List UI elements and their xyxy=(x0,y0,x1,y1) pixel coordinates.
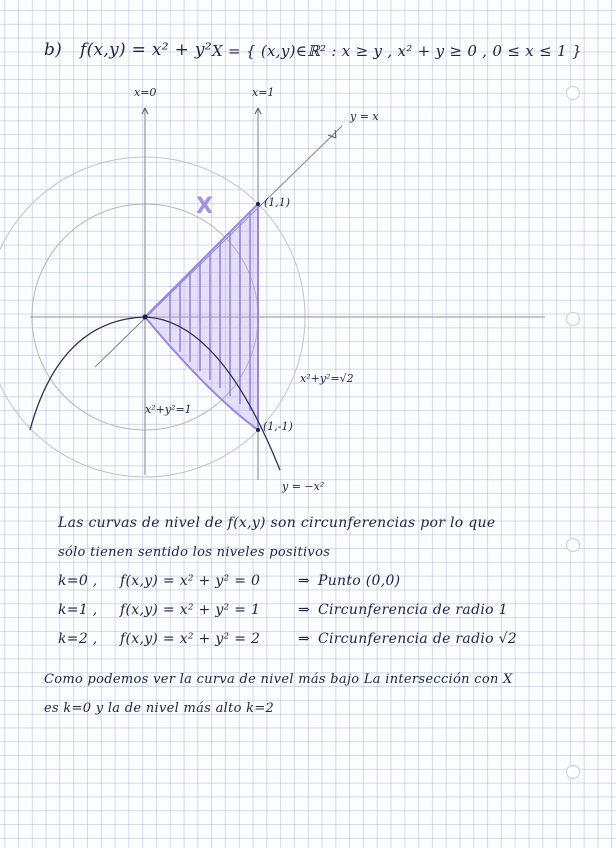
domain-definition: X = { (x,y)∈ℝ² : x ≥ y , x² + y ≥ 0 , 0 ≤ x ≤ 1 } xyxy=(212,42,582,60)
label-circle-1: x²+y²=1 xyxy=(145,403,192,416)
level-expression: f(x,y) = x² + y² = 1 xyxy=(120,602,261,618)
intro-line-2: sólo tienen sentido los niveles positivos xyxy=(58,545,331,560)
implies-arrow: ⇒ xyxy=(298,602,311,618)
level-k: k=2 , xyxy=(58,631,98,647)
level-result: Circunferencia de radio √2 xyxy=(318,631,518,647)
region-X xyxy=(145,204,258,430)
label-circle-sqrt2: x²+y²=√2 xyxy=(300,372,354,385)
origin-point xyxy=(143,315,148,320)
intro-line-1: Las curvas de nivel de f(x,y) son circunferencias por lo que xyxy=(58,515,496,531)
point-1-1 xyxy=(256,202,260,206)
conclusion-line-2: es k=0 y la de nivel más alto k=2 xyxy=(44,701,275,716)
level-expression: f(x,y) = x² + y² = 0 xyxy=(120,573,261,589)
function-definition: f(x,y) = x² + y² xyxy=(80,40,212,60)
label-parabola: y = −x² xyxy=(282,480,325,493)
arrow-head xyxy=(328,130,336,138)
label-point-1-1: (1,1) xyxy=(264,196,291,209)
label-point-1-minus1: (1,-1) xyxy=(263,420,293,433)
label-y-equals-x: y = x xyxy=(350,110,379,123)
level-expression: f(x,y) = x² + y² = 2 xyxy=(120,631,261,647)
implies-arrow: ⇒ xyxy=(298,573,311,589)
label-x-0: x=0 xyxy=(134,86,157,99)
level-result: Punto (0,0) xyxy=(318,573,401,589)
level-k: k=0 , xyxy=(58,573,98,589)
implies-arrow: ⇒ xyxy=(298,631,311,647)
point-1-minus1 xyxy=(256,428,260,432)
label-x-1: x=1 xyxy=(252,86,275,99)
level-k: k=1 , xyxy=(58,602,98,618)
conclusion-line-1: Como podemos ver la curva de nivel más bajo La intersección con X xyxy=(44,672,513,687)
level-result: Circunferencia de radio 1 xyxy=(318,602,508,618)
part-label: b) xyxy=(44,40,63,60)
region-label: X xyxy=(196,194,213,219)
